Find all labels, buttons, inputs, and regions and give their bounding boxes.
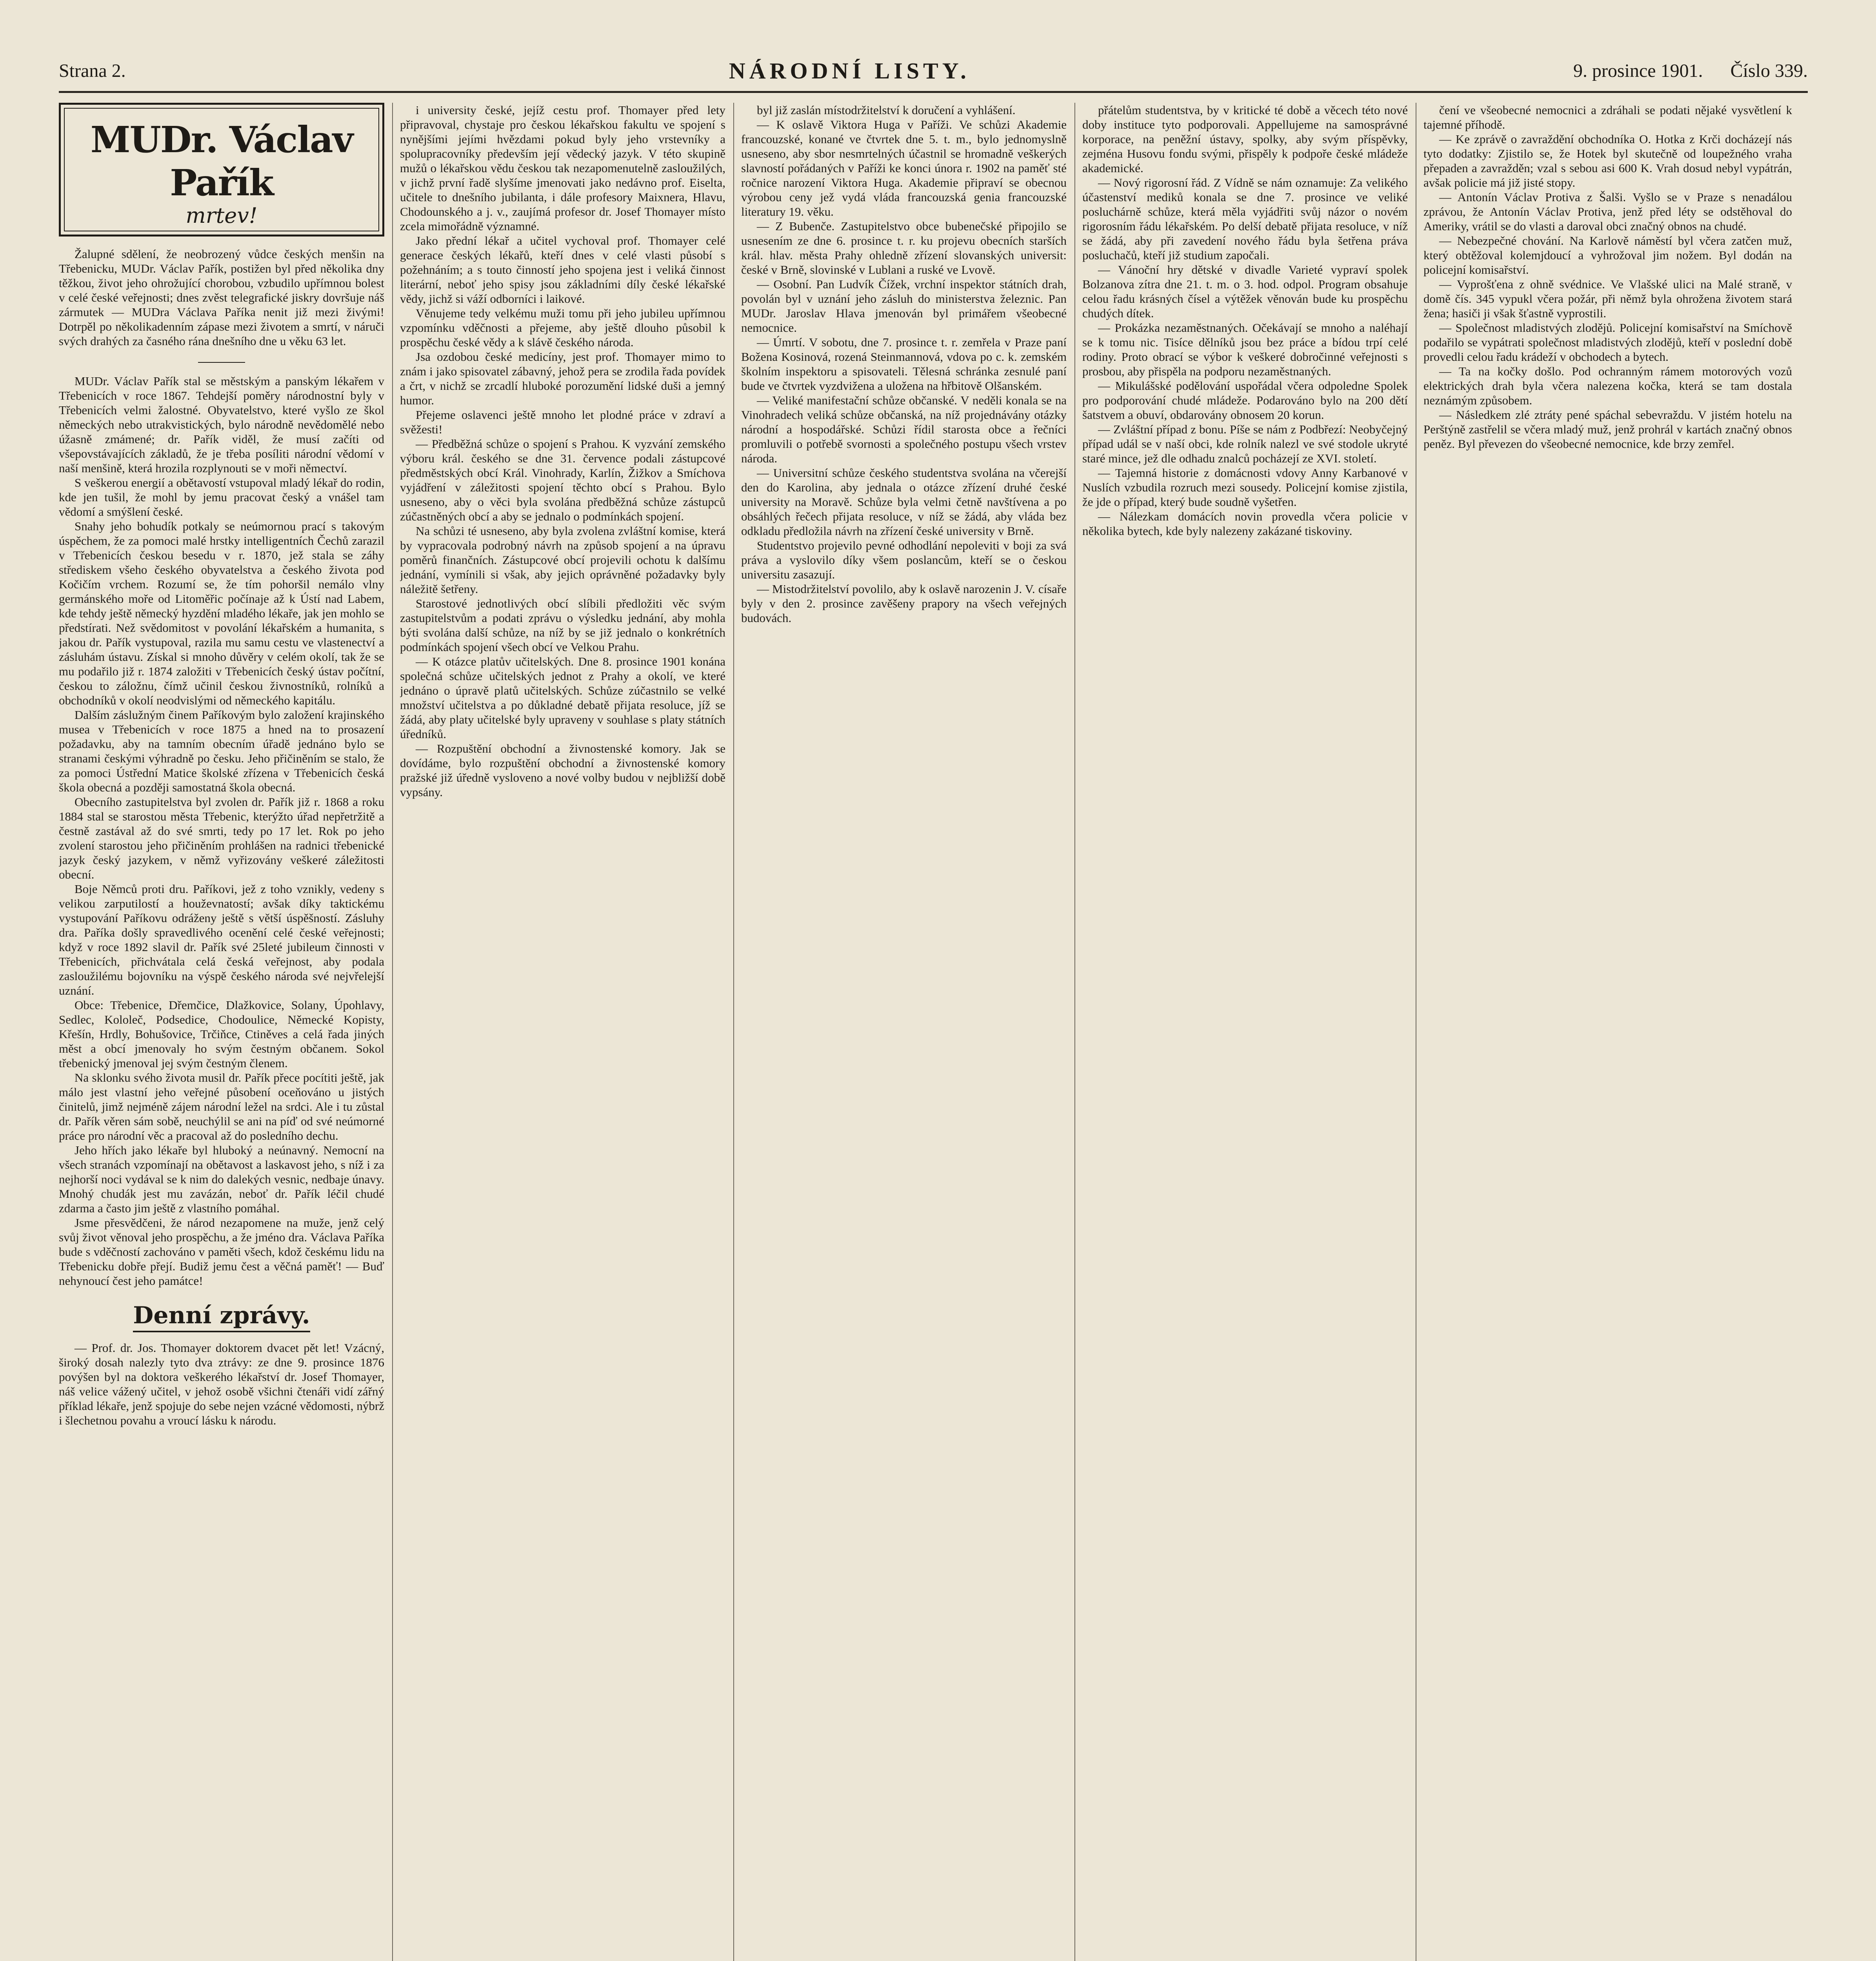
article-paragraph: Jeho hřích jako lékaře byl hluboký a neúnavný. Nemocní na všech stranách vzpomínají na obětavost a laskavost jeho, s níž i za nejhorší noci vydával se k nim do dalekých vesnic, nedbaje únavy. Mnohý chudák jest mu zavázán, neboť dr. Pařík léčil chudé zdarma a často jim ještě z vlastního pomáhal. <box>59 1143 384 1215</box>
obituary-name: MUDr. Václav Pařík <box>90 118 353 204</box>
column-1 <box>59 103 384 1961</box>
column-4 <box>1082 103 1408 1961</box>
article-paragraph: MUDr. Václav Pařík stal se městským a panským lékařem v Třebenicích v roce 1867. Tehdejší poměry národnostní byly v Třebenicích velmi žalostné. Obyvatelstvo, které vyšlo ze škol německých nebo utrakvistických, bylo národně nevědomělé nebo úžasně zmámené; dr. Pařík viděl, že musí začíti od všepovstávajících základů, že je třeba posíliti národní vědomí v naší menšině, která hrozila rozplynouti se v moři němectví. <box>59 374 384 475</box>
news-item: — Mistodržitelství povolilo, aby k oslavě narozenin J. V. císaře byly v den 2. prosince zavěšeny prapory na všech veřejných budovách. <box>741 582 1067 625</box>
news-item: — Universitní schůze českého studentstva svolána na včerejší den do Karolina, aby jednala o otázce zřízení druhé české university na Moravě. Schůze byla velmi četně navštívena a po obsáhlých řečech přijata resoluce, v níž se žádá, aby vláda bez odkladu předložila návrh na zřízení české university v Brně. <box>741 466 1067 538</box>
article-paragraph: Obce: Třebenice, Dřemčice, Dlažkovice, Solany, Úpohlavy, Sedlec, Kololeč, Podsedice, Chodoulice, Německé Kopisty, Křešín, Hrdly, Bohušovice, Trčiňce, Ctiněves a celá řada jiných měst a obcí jmenovaly ho svým čestným občanem. Sokol třebenický jmenoval jej svým čestným členem. <box>59 998 384 1070</box>
header-meta <box>1573 60 1808 82</box>
news-item: — Mikulášské podělování uspořádal včera odpoledne Spolek pro podporování chudé mládeže. Podarováno bylo na 200 dětí šatstvem a obuví, obdarovány obnosem 20 korun. <box>1082 379 1408 422</box>
section-heading <box>59 1300 384 1331</box>
column-5 <box>1423 103 1792 1961</box>
issue-date: 9. prosince 1901. <box>1573 60 1703 81</box>
article-paragraph: Přejeme oslavenci ještě mnoho let plodné práce v zdraví a svěžesti! <box>400 408 725 436</box>
obituary-box <box>59 103 384 236</box>
news-item: — Úmrtí. V sobotu, dne 7. prosince t. r. zemřela v Praze paní Božena Kosinová, rozená Steinmannová, vdova po c. k. zemském školním inspektoru a spisovateli. Tělesná schránka zesnulé paní bude ve čtvrtek vyzdvižena a uložena na hřbitově Olšanském. <box>741 335 1067 393</box>
issue-number: Číslo 339. <box>1730 60 1808 81</box>
news-item: — Ke zprávě o zavraždění obchodníka O. Hotka z Krči docházejí nás tyto dodatky: Zjistilo se, že Hotek byl skutečně od loupežného vraha přepaden a zavražděn; vzal s sebou asi 600 K. Vrah dosud nebyl vypátrán, avšak policie má již jisté stopy. <box>1423 132 1792 189</box>
news-item: — Veliké manifestační schůze občanské. V neděli konala se na Vinohradech veliká schůze občanská, na níž projednávány otázky národní a hospodářské. Schůzi řídil starosta obce a řečníci promluvili o potřebě svornosti a společného postupu všech vrstev národa. <box>741 393 1067 465</box>
news-item: — Vánoční hry dětské v divadle Varieté vypraví spolek Bolzanova zítra dne 21. t. m. o 3. hod. odpol. Program obsahuje celou řadu krásných čísel a výtěžek věnován bude ku prospěchu chudých dítek. <box>1082 263 1408 320</box>
news-item: — Nálezkam domácích novin provedla včera policie v několika bytech, kde byly nalezeny zakázané tiskoviny. <box>1082 509 1408 538</box>
news-item: — Osobní. Pan Ludvík Čížek, vrchní inspektor státních drah, povolán byl v uznání jeho zásluh do ministerstva železnic. Pan MUDr. Jaroslav Hlava jmenován byl primářem všeobecné nemocnice. <box>741 277 1067 335</box>
news-item: — Zvláštní případ z bonu. Píše se nám z Podbřezí: Neobyčejný případ udál se v naší obci, kde rolník nalezl ve své stodole ukryté staré mince, jež dle odhadu znalců pocházejí ze XVI. století. <box>1082 422 1408 465</box>
news-item: — Tajemná historie z domácnosti vdovy Anny Karbanové v Nuslích vzbudila rozruch mezi sousedy. Policejní komise zjistila, že jde o případ, který bude soudně vyšetřen. <box>1082 466 1408 509</box>
article-paragraph: Jako přední lékař a učitel vychoval prof. Thomayer celé generace českých lékařů, kteří dnes v celé vlasti působí s požehnáním; a s touto činností jeho spojena jest i veliká činnost literární, neboť jeho spisy jsou základními díly české lékařské vědy, jichž si váží odborníci i laikové. <box>400 234 725 306</box>
article-paragraph: Starostové jednotlivých obcí slíbili předložiti věc svým zastupitelstvům a podati zprávu o výsledku jednání, aby mohla býti svolána další schůze, na níž by se již jednalo o konkrétních podmínkách spojení všech obcí ve Velkou Prahu. <box>400 597 725 654</box>
column-divider <box>733 103 734 1961</box>
column-divider <box>392 103 393 1961</box>
news-item: — Prof. dr. Jos. Thomayer doktorem dvacet pět let! Vzácný, široký dosah nalezly tyto dva ztrávy: ze dne 9. prosince 1876 povýšen byl na doktora veškerého lékařství dr. Josef Thomayer, náš velice vážený učitel, v jehož osobě všichni čtenáři vidí zářný příklad lékaře, jenž spojuje do sebe nejen vzácné vědomosti, nýbrž i šlechetnou povahu a vroucí lásku k národu. <box>59 1341 384 1427</box>
article-paragraph: čení ve všeobecné nemocnici a zdráhali se podati nějaké vysvětlení k tajemné příhodě. <box>1423 103 1792 131</box>
news-item: — Společnost mladistvých zlodějů. Policejní komisařství na Smíchově podařilo se vypátrati společnost mladistvých zlodějů, kteří v poslední době provedli celou řadu krádeží v obchodech a bytech. <box>1423 321 1792 364</box>
news-item: — Antonín Václav Protiva z Šalši. Vyšlo se v Praze s nenadálou zprávou, že Antonín Václav Protiva, jenž před léty se odstěhoval do Ameriky, vrátil se do vlasti a daroval obci značný obnos na chudé. <box>1423 190 1792 233</box>
section-title: Denní zprávy. <box>133 1302 310 1332</box>
article-paragraph: Žalupné sdělení, že neobrozený vůdce českých menšin na Třebenicku, MUDr. Václav Pařík, postižen byl před několika dny těžkou, život jeho ohrožující chorobou, vzbudilo upřímnou bolest v celé české veřejnosti; dnes zvěst telegrafické jiskry dovršuje náš zármutek — MUDra Václava Paříka nenit již mezi živými! Dotrpěl po několikadenním zápase mezi životem a smrtí, v náruči svých drahých za časného rána dnešního dne u věku 63 let. <box>59 247 384 348</box>
column-3 <box>741 103 1067 1961</box>
article-paragraph: i university české, jejíž cestu prof. Thomayer před lety připravoval, chystaje pro českou lékařskou fakultu ve spojení s nynějšími jejími hvězdami pokud byly jeho vrstevníky a spolupracovníky především její vědecký jazyk. V této skupině mužů o lékařskou vědu českou tak nezapomenutelně zasloužilých, v jichž první řadě slyšíme jmenovati jako nedávno prof. Eiselta, učitele to dnešního jubilanta, i dále profesory Maixnera, Hlavu, Chodounského a j. v., zaujímá profesor dr. Josef Thomayer místo zcela mimořádně významné. <box>400 103 725 233</box>
article-paragraph: Obecního zastupitelstva byl zvolen dr. Pařík již r. 1868 a roku 1884 stal se starostou města Třebenic, kterýžto úřad nepřetržitě a čestně zastával až do své smrti, tedy po 17 let. Rok po jeho zvolení starostou jeho přičiněním prohlášen na radnici třebenické jazyk český jazykem, v němž vyřizovány veškeré záležitosti obecní. <box>59 795 384 881</box>
article-paragraph: Věnujeme tedy velkému muži tomu při jeho jubileu upřímnou vzpomínku vděčnosti a přejeme, aby ještě dlouho působil k prospěchu české vědy a k slávě českého národa. <box>400 306 725 349</box>
news-item: — Vyprošťena z ohně svédnice. Ve Vlašské ulici na Malé straně, v domě čís. 345 vypukl včera požár, při němž byla ohrožena životem stará žena; hasiči ji však šťastně vyprostili. <box>1423 277 1792 320</box>
article-paragraph: S veškerou energií a obětavostí vstupoval mladý lékař do rodin, kde jen tušil, že mohl by jemu pracovat český a vnášel tam vědomí a smýšlení české. <box>59 476 384 518</box>
article-paragraph: Na sklonku svého života musil dr. Pařík přece pocítiti ještě, jak málo jest vlastní jeho veřejné působení oceňováno u jistých činitelů, jimž nejméně zájem národní ležel na srdci. Ale i tu zůstal dr. Pařík věren sám sobě, neuchýlil se ani na píď od své neúmorné práce pro národní věc a pracoval až do posledního dechu. <box>59 1071 384 1142</box>
article-paragraph: Jsa ozdobou české medicíny, jest prof. Thomayer mimo to znám i jako spisovatel zábavný, jehož pera se zrodila řada povídek a črt, v nichž se zrcadlí hluboké porozumění lidské duši a jemný humor. <box>400 350 725 407</box>
news-item: — K oslavě Viktora Huga v Paříži. Ve schůzi Akademie francouzské, konané ve čtvrtek dne 5. t. m., bylo jednomyslně usneseno, aby sbor nesmrtelných účastnil se hromadně veškerých slavností pořádaných v Paříži ke konci února r. 1902 na paměť sté ročnice narození Viktora Huga. Akademie připraví se obecnou výrobou ceny jež vydá vláda francouzská genia francouzské literatury 19. věku. <box>741 118 1067 218</box>
header-rule <box>59 91 1808 93</box>
obituary-subtitle: mrtev! <box>185 203 258 228</box>
article-paragraph: Jsme přesvědčeni, že národ nezapomene na muže, jenž celý svůj život věnoval jeho prospěchu, a že jméno dra. Václava Paříka bude s vděčností zachováno v paměti všech, kdož českému lidu na Třebenicku dobře přejí. Budiž jemu čest a věčná paměť! — Buď nehynoucí čest jeho památce! <box>59 1216 384 1288</box>
news-item: — Následkem zlé ztráty pené spáchal sebevraždu. V jistém hotelu na Perštýně zastřelil se včera mladý muž, jenž prohrál v kartách značný obnos peněz. Byl převezen do všeobecné nemocnice, kde brzy zemřel. <box>1423 408 1792 451</box>
column-divider <box>1074 103 1075 1961</box>
news-item: — Rozpuštění obchodní a živnostenské komory. Jak se dovídáme, bylo rozpuštění obchodní a živnostenské komory pražské již úředně vysloveno a nové volby budou v nejbližší době vypsány. <box>400 742 725 799</box>
article-paragraph: přátelům studentstva, by v kritické té době a věcech této nové doby instituce tyto podporovali. Appellujeme na samosprávné korporace, na peněžní ústavy, spolky, aby svým příspěvky, zejména Husovu fondu svými, přispěly k podpoře české mládeže akademické. <box>1082 103 1408 175</box>
news-item: — Prokázka nezaměstnaných. Očekávají se mnoho a naléhají se k tomu nic. Tisíce dělníků jsou bez práce a bídou trpí celé rodiny. Proto obrací se výbor k veškeré dobročinné veřejnosti s prosbou, aby přispěla na podporu nezaměstnaných. <box>1082 321 1408 378</box>
separator <box>59 354 384 368</box>
article-paragraph: Studentstvo projevilo pevné odhodlání nepoleviti v boji za svá práva a vyslovilo díky všem poslancům, kteří se o českou universitu zasazují. <box>741 538 1067 581</box>
news-item: — Z Bubenče. Zastupitelstvo obce bubenečské připojilo se usnesením ze dne 6. prosince t. r. ku projevu obecních starších král. hlav. města Prahy ohledně zřízení slovanských universit: české v Brně, slovinské v Lublani a ruské ve Lvově. <box>741 219 1067 277</box>
news-item: — K otázce platův učitelských. Dne 8. prosince 1901 konána společná schůze učitelských jednot z Prahy a okolí, ve které jednáno o úpravě platů učitelských. Schůze zúčastnilo se velké množství učitelstva a po důkladné debatě přijata resoluce, jíž se žádá, aby platy učitelské byly upraveny v souhlase s platy státních úředníků. <box>400 655 725 741</box>
news-item: — Ta na kočky došlo. Pod ochranným rámem motorových vozů elektrických drah byla včera nalezena kočka, která se tam dostala neznámým způsobem. <box>1423 364 1792 407</box>
article-paragraph: Snahy jeho bohudík potkaly se neúmornou prací s takovým úspěchem, že za pomoci malé hrstky intelligentních Čechů zarazil v Třebenicích českou besedu v r. 1870, jež stala se záhy střediskem všeho českého obyvatelstva a českého života pod Kočičím vrchem. Rozumí se, že tím pohoršil nemálo vlny germánského moře od Litoměřic počínaje až k Ústí nad Labem, kde tehdy ještě německý hyzdění mladého lékaře, jak jen mohlo se předstírati. Než svědomitost v povolání lékařském a humanita, s jakou dr. Pařík vystupoval, razila mu samu cestu ve vlastenectví a zásluhám ústavu. Získal si mnoho důvěry v celém okolí, tak že se mu podařilo již r. 1874 založiti v Třebenicích český ústav počítní, českou to záložnu, čímž učinil českou živnostníků, rolníků a obchodníků v okolí neodvislými od německého kapitálu. <box>59 519 384 707</box>
news-item: — Předběžná schůze o spojení s Prahou. K vyzvání zemského výboru král. českého se dne 31. července podali zástupcové předměstských obcí Král. Vinohrady, Karlín, Žižkov a Smíchova vyjádření v záležitosti spojení těchto obcí s Prahou. Bylo usneseno, aby o věci byla svolána předběžná schůze zástupců zúčastněných obcí a aby se jednalo o podmínkách spojení. <box>400 437 725 523</box>
page-number: Strana 2. <box>59 60 126 81</box>
news-item: — Nový rigorosní řád. Z Vídně se nám oznamuje: Za velikého účastenství mediků konala se dne 7. prosince ve veliké posluchárně schůze, která měla vyjádřiti svůj názor o novém rigorosním řádu lékařském. Po delší debatě přijata resoluce, v níž se žádá, aby při zavedení nového řádu byla šetřena práva posluchačů, kteří již studium započali. <box>1082 176 1408 262</box>
page-header <box>59 59 1808 82</box>
article-paragraph: byl již zaslán místodržitelství k doručení a vyhlášení. <box>757 103 1016 117</box>
masthead: NÁRODNÍ LISTY. <box>729 58 970 84</box>
article-paragraph: Dalším záslužným činem Paříkovým bylo založení krajinského musea v Třebenicích v roce 1875 a hned na to prosazení požadavku, aby na tamním obecním úřadě jednáno bylo se stranami českými výhradně po česku. Jeho přičiněním se stalo, že za pomoci Ústřední Matice školské zřízena v Třebenicích česká škola obecná a později samostatná škola obecná. <box>59 708 384 794</box>
column-2 <box>400 103 725 1961</box>
news-item: — Nebezpečné chování. Na Karlově náměstí byl včera zatčen muž, který obtěžoval kolemjdoucí a vyhrožoval jim nožem. Byl dodán na policejní komisařství. <box>1423 234 1792 277</box>
article-paragraph: Na schůzi té usneseno, aby byla zvolena zvláštní komise, která by vypracovala podrobný návrh na způsob spojení a na úpravu poměrů finančních. Zástupcové obcí projevili ochotu k dalšímu jednání, vymínili si však, aby jejich oprávněné požadavky byly náležitě šetřeny. <box>400 524 725 596</box>
article-paragraph: Boje Němců proti dru. Paříkovi, jež z toho vznikly, vedeny s velikou zarputilostí a houževnatostí; avšak díky taktickému vystupování Paříkovu odráženy ještě s větší úspěšností. Zásluhy dra. Paříka došly spravedlivého ocenění celé české veřejnosti; když v roce 1892 slavil dr. Pařík své 25leté jubileum činnosti v Třebenicích, přichvátala celá česká veřejnost, aby podala zasloužilému bojovníku na výspě českého národa své nejvřelejší uznání. <box>59 882 384 997</box>
